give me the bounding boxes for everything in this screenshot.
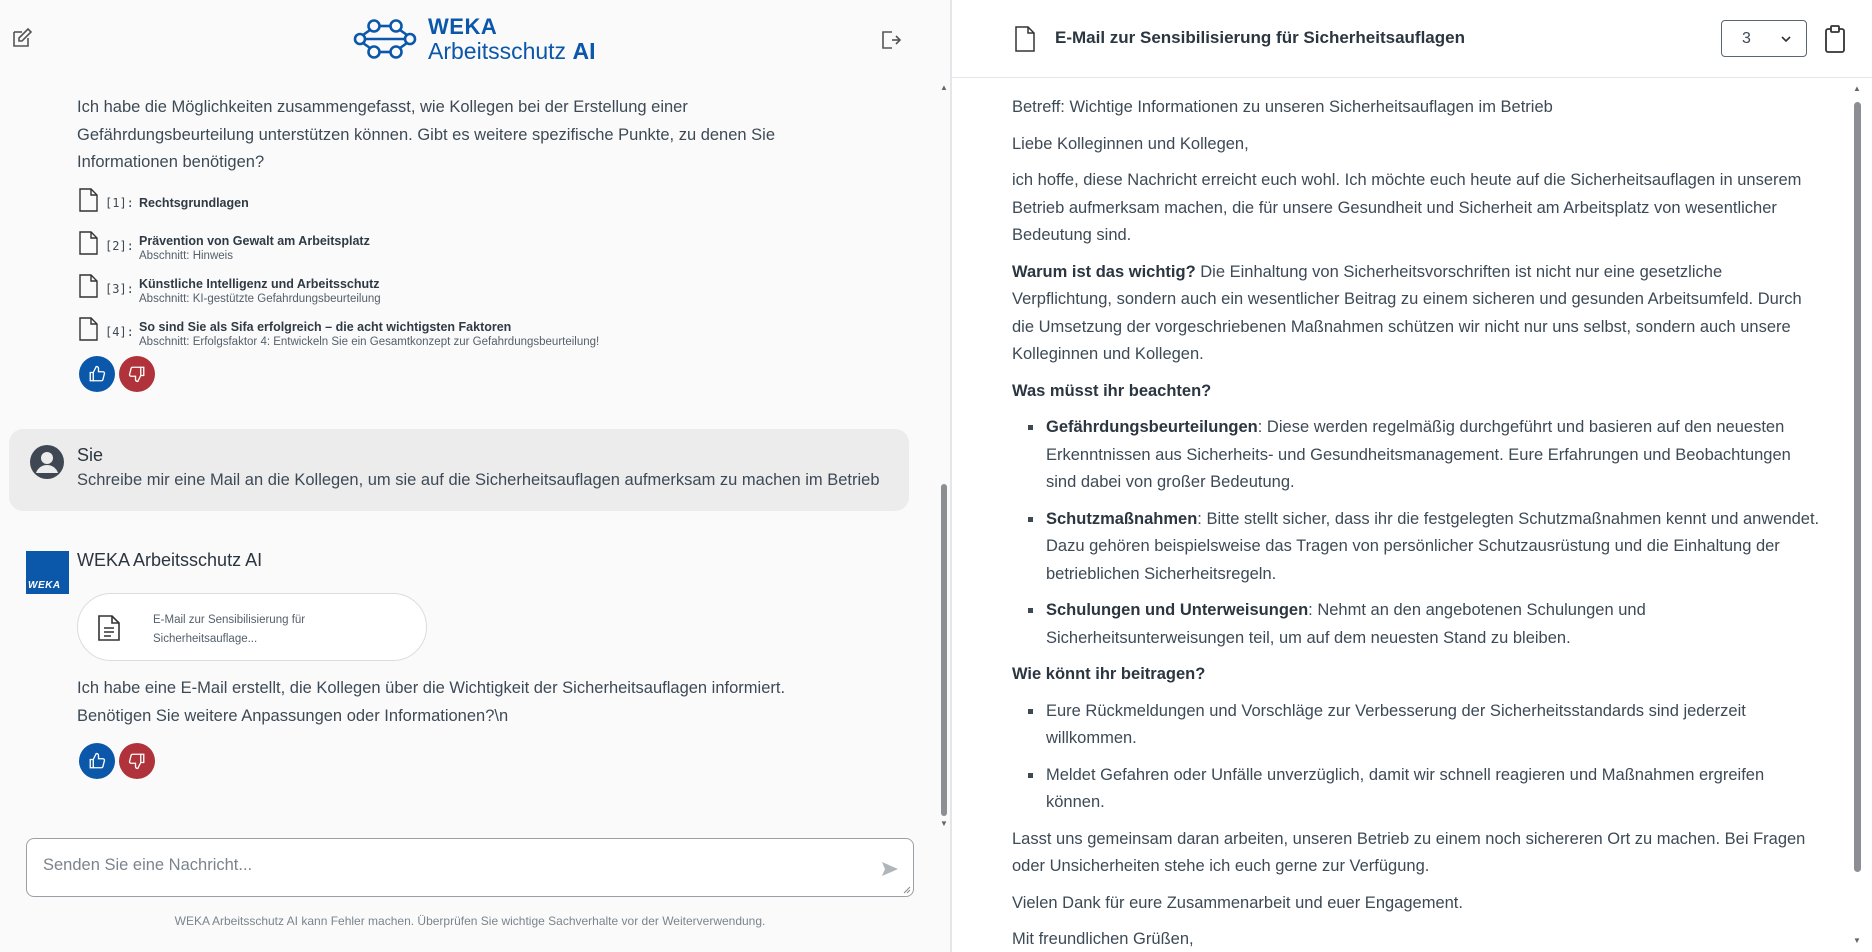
thumbs-down-button[interactable] — [119, 356, 155, 392]
list-item: Meldet Gefahren oder Unfälle unverzüglich, damit wir schnell reagieren und Maßnahmen ergreifen können. — [1012, 762, 1822, 817]
brand-name: WEKA — [428, 13, 498, 39]
new-chat-icon[interactable] — [8, 24, 36, 52]
source-title: Rechtsgrundlagen — [139, 196, 249, 210]
copy-button[interactable] — [1823, 24, 1847, 54]
document-text-icon — [96, 614, 122, 642]
clipboard-icon — [1823, 24, 1847, 54]
artifact-label: E-Mail zur Sensibilisierung für Sicherheitsauflage... — [153, 614, 306, 645]
assistant-name: WEKA Arbeitsschutz AI — [77, 550, 263, 570]
assistant-avatar: WEKA — [26, 551, 69, 594]
thumbs-down-icon — [128, 752, 146, 770]
source-section: Abschnitt: Hinweis — [139, 250, 233, 262]
document-icon — [1014, 26, 1036, 52]
email-regards: Mit freundlichen Grüßen, — [1012, 930, 1194, 948]
list-item: Gefährdungsbeurteilungen: Diese werden regelmäßig durchgeführt und basieren auf den neuesten Erkenntnissen aus Sicherheits- und Gesundheitsmanagement. Eure Erfahrungen und Beobachtungen sind dabei von großer Bedeutung. — [1012, 414, 1822, 497]
version-select[interactable]: 3 — [1721, 20, 1807, 57]
email-closing: Lasst uns gemeinsam daran arbeiten, unseren Betrieb zu einem noch sichereren Ort zu machen. Bei Fragen oder Unsicherheiten stehe ich euch gerne zur Verfügung. — [1012, 829, 1806, 875]
email-subject: Betreff: Wichtige Informationen zu unseren Sicherheitsauflagen im Betrieb — [1012, 98, 1553, 116]
message-input[interactable] — [43, 856, 843, 875]
logout-icon[interactable] — [876, 26, 904, 54]
document-icon — [77, 188, 99, 212]
assistant-message-text: Ich habe die Möglichkeiten zusammengefasst, wie Kollegen bei der Erstellung einer Gefährdungsbeurteilung unterstützen können. Gibt es weitere spezifische Punkte, zu denen Sie Informationen benötigen? — [77, 98, 776, 171]
thumbs-up-icon — [88, 752, 106, 770]
source-title: Prävention von Gewalt am Arbeitsplatz — [139, 234, 370, 248]
list-item: Eure Rückmeldungen und Vorschläge zur Verbesserung der Sicherheitsstandards sind jederzeit willkommen. — [1012, 698, 1822, 753]
avatar — [29, 444, 65, 480]
source-list — [77, 188, 837, 360]
assistant-reply: Ich habe eine E-Mail erstellt, die Kollegen über die Wichtigkeit der Sicherheitsauflagen informiert. Benötigen Sie weitere Anpassungen oder Informationen?\n — [77, 679, 786, 725]
artifact-title: E-Mail zur Sensibilisierung für Sicherheitsauflagen — [1055, 28, 1465, 47]
artifact-panel — [952, 0, 1872, 952]
source-section: Abschnitt: Erfolgsfaktor 4: Entwickeln Sie ein Gesamtkonzept zur Gefahrdungsbeurteilung! — [139, 336, 600, 348]
source-item[interactable]: [1]: Rechtsgrundlagen — [77, 188, 837, 231]
message-box — [26, 838, 914, 897]
email-greeting: Liebe Kolleginnen und Kollegen, — [1012, 134, 1249, 153]
feedback-buttons — [79, 743, 155, 779]
source-item[interactable]: [4]: So sind Sie als Sifa erfolgreich – die acht wichtigsten Faktoren Abschnitt: Erfolgsfaktor 4: Entwickeln Sie ein Gesamtkonzept zur Gefahrdungsbeurteilung! — [77, 317, 837, 360]
section-heading: Wie könnt ihr beitragen? — [1012, 665, 1206, 683]
user-name: Sie — [77, 445, 104, 465]
thumbs-up-button[interactable] — [79, 356, 115, 392]
chat-scrollbar[interactable]: ▲ ▼ — [940, 83, 948, 828]
artifact-card[interactable] — [77, 593, 427, 661]
source-item[interactable]: [3]: Künstliche Intelligenz und Arbeitsschutz Abschnitt: KI-gestützte Gefahrdungsbeurteilung — [77, 274, 837, 317]
chat-header — [0, 0, 950, 78]
email-intro: ich hoffe, diese Nachricht erreicht euch wohl. Ich möchte euch heute auf die Sicherheitsauflagen in unserem Betrieb aufmerksam machen, die für unsere Gesundheit und Sicherheit am Arbeitsplatz von wesentlicher Bedeutung sind. — [1012, 171, 1802, 244]
list-item: Schulungen und Unterweisungen: Nehmt an den angebotenen Schulungen und Sicherheitsunterweisungen teil, um auf dem neuesten Stand zu bleiben. — [1012, 597, 1822, 652]
disclaimer: WEKA Arbeitsschutz AI kann Fehler machen. Überprüfen Sie wichtige Sachverhalte vor der Weiterverwendung. — [174, 914, 766, 928]
notes-list — [1012, 414, 1822, 652]
document-icon — [77, 317, 99, 341]
source-item[interactable]: [2]: Prävention von Gewalt am Arbeitsplatz Abschnitt: Hinweis — [77, 231, 837, 274]
document-scrollbar[interactable]: ▲ ▼ — [1853, 84, 1861, 945]
artifact-header — [952, 0, 1872, 78]
help-list — [1012, 698, 1822, 817]
document-icon — [77, 274, 99, 298]
thumbs-up-button[interactable] — [79, 743, 115, 779]
email-document — [1012, 94, 1822, 952]
thumbs-down-button[interactable] — [119, 743, 155, 779]
chevron-down-icon — [1780, 33, 1792, 45]
thumbs-up-icon — [88, 365, 106, 383]
chat-history[interactable] — [0, 78, 950, 834]
email-why: Warum ist das wichtig? Die Einhaltung von Sicherheitsvorschriften ist nicht nur eine gesetzliche Verpflichtung, sondern auch ein wesentlicher Beitrag zu einem sicheren und gesunden Arbeitsumfeld. Durch die Umsetzung der vorgeschriebenen Maßnahmen schützen wir nicht nur uns selbst, sondern auch unsere Kolleginnen und Kollegen. — [1012, 262, 1802, 363]
thumbs-down-icon — [128, 365, 146, 383]
user-message-text: Schreibe mir eine Mail an die Kollegen, um sie auf die Sicherheitsauflagen aufmerksam zu machen im Betrieb — [77, 471, 880, 489]
resize-handle-icon[interactable] — [903, 886, 911, 894]
user-message — [9, 429, 909, 511]
document-icon — [77, 231, 99, 255]
source-title: So sind Sie als Sifa erfolgreich – die acht wichtigsten Faktoren — [139, 320, 512, 334]
brand-logo — [352, 15, 595, 63]
brand-subtitle: Arbeitsschutz AI — [428, 37, 596, 64]
network-logo-icon — [352, 17, 418, 61]
list-item: Schutzmaßnahmen: Bitte stellt sicher, dass ihr die festgelegten Schutzmaßnahmen kennt und anwendet. Dazu gehören beispielsweise das Tragen von persönlicher Schutzausrüstung und die Einhaltung der betrieblichen Sicherheitsregeln. — [1012, 506, 1822, 589]
source-section: Abschnitt: KI-gestützte Gefahrdungsbeurteilung — [139, 293, 381, 305]
email-thanks: Vielen Dank für eure Zusammenarbeit und euer Engagement. — [1012, 893, 1463, 912]
source-title: Künstliche Intelligenz und Arbeitsschutz — [139, 277, 380, 291]
section-heading: Was müsst ihr beachten? — [1012, 381, 1212, 400]
feedback-buttons — [79, 356, 155, 392]
send-icon[interactable] — [879, 858, 901, 880]
